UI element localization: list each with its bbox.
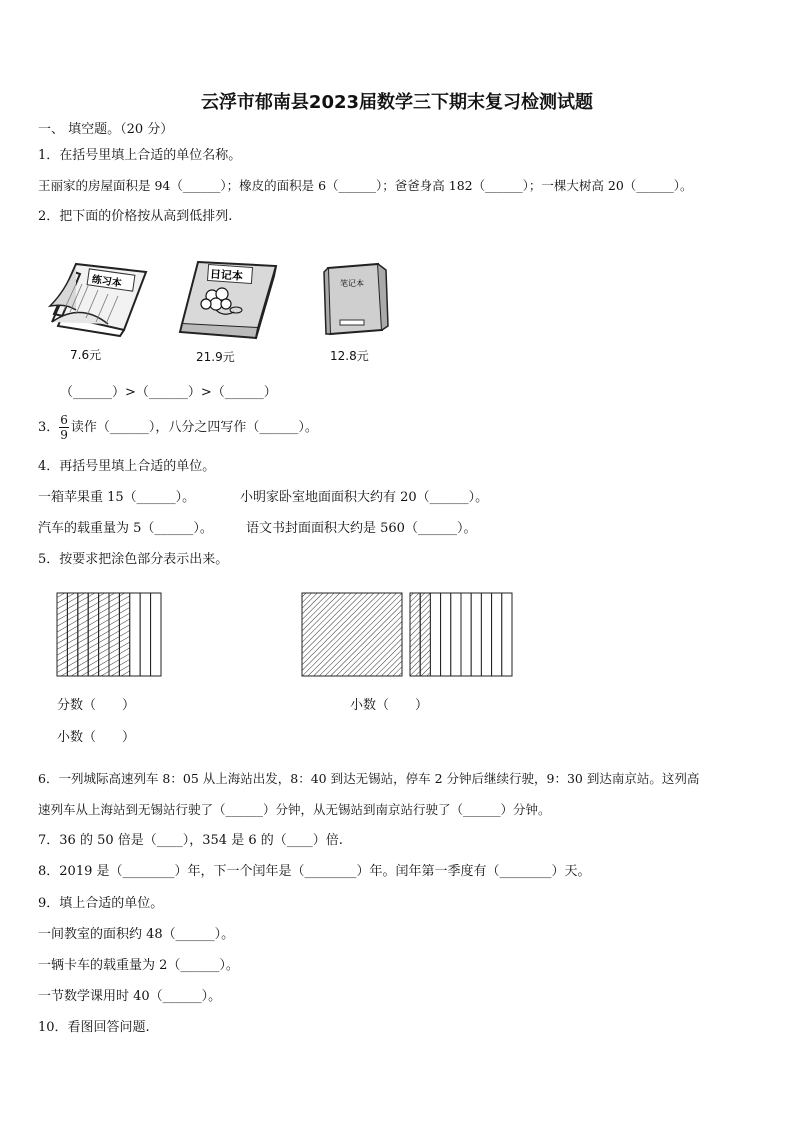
decimal-strip [420, 593, 430, 676]
exercise-book-icon [46, 254, 152, 340]
fraction-strip [130, 593, 140, 676]
diary-icon [176, 258, 280, 342]
question-3-number: 3． [38, 420, 60, 435]
decimal-strip [410, 593, 420, 676]
decimal-strip [430, 593, 440, 676]
full-shaded-square [302, 593, 402, 676]
question-3-text: 读作（______），八分之四写作（______）。 [70, 420, 318, 435]
question-1-line: 王丽家的房屋面积是 94（______）；橡皮的面积是 6（______）；爸爸身高 182（______）；一棵大树高 20（______）。 [38, 178, 693, 193]
fraction-strip [78, 593, 88, 676]
fraction-denominator: 9 [60, 428, 68, 442]
fraction-strip [109, 593, 119, 676]
fraction [59, 413, 69, 442]
exercise-book-label: 练习本 [91, 274, 123, 290]
fraction-strip [151, 593, 161, 676]
question-1-prompt: 1．在括号里填上合适的单位名称。 [38, 148, 242, 163]
price-notebook: 12.8元 [330, 349, 369, 363]
question-4-line-1a: 一箱苹果重 15（______）。 [38, 490, 196, 505]
fraction-answer-label: 分数（ ） [57, 698, 136, 713]
decimal-strip [441, 593, 451, 676]
question-4-line-1b: 小明家卧室地面面积大约有 20（______）。 [240, 490, 489, 505]
decimal-strip [502, 593, 512, 676]
question-7: 7．36 的 50 倍是（____），354 是 6 的（____）倍. [38, 833, 343, 848]
question-6-line-2: 速列车从上海站到无锡站行驶了（______）分钟，从无锡站到南京站行驶了（______）分钟。 [38, 802, 551, 817]
decimal-strip [451, 593, 461, 676]
decimal-strip [461, 593, 471, 676]
decimal-answer-label-1: 小数（ ） [57, 730, 136, 745]
fraction-strip [99, 593, 109, 676]
decimal-answer-label-2: 小数（ ） [350, 698, 429, 713]
decimal-strip [492, 593, 502, 676]
question-4-prompt: 4．再括号里填上合适的单位。 [38, 459, 216, 474]
question-6-line-1: 6．一列城际高速列车 8：05 从上海站出发，8：40 到达无锡站，停车 2 分钟后继续行驶，9：30 到达南京站。这列高 [38, 771, 700, 786]
question-4-line-2b: 语文书封面面积大约是 560（______）。 [246, 521, 477, 536]
question-9-prompt: 9．填上合适的单位。 [38, 896, 164, 911]
price-exercise-book: 7.6元 [70, 348, 102, 362]
fraction-strip [57, 593, 67, 676]
fraction-strip [88, 593, 98, 676]
question-8: 8．2019 是（________）年，下一个闰年是（________）年。闰年第一季度有（________）天。 [38, 864, 591, 879]
page-title: 云浮市郁南县2023届数学三下期末复习检测试题 [200, 92, 594, 113]
notebook-label: 笔记本 [340, 279, 364, 288]
notebook-icon [318, 262, 392, 338]
question-2-prompt: 2．把下面的价格按从高到低排列. [38, 209, 233, 224]
question-5-prompt: 5．按要求把涂色部分表示出来。 [38, 552, 229, 567]
question-9-line-3: 一节数学课用时 40（______）。 [38, 989, 222, 1004]
fraction-strip [140, 593, 150, 676]
fraction-numerator: 6 [60, 413, 68, 427]
question-9-line-2: 一辆卡车的载重量为 2（______）。 [38, 958, 239, 973]
figure-decimal-squares [301, 592, 515, 678]
decimal-strip [481, 593, 491, 676]
question-10-prompt: 10．看图回答问题. [38, 1020, 150, 1035]
fraction-strip [67, 593, 77, 676]
price-diary: 21.9元 [196, 350, 235, 364]
fraction-strip [119, 593, 129, 676]
diary-label: 日记本 [209, 267, 244, 283]
question-2-answer: （______）>（______）>（______） [60, 385, 277, 400]
question-3 [38, 412, 318, 444]
figure-fraction-strips [56, 592, 162, 678]
decimal-strip [471, 593, 481, 676]
section-heading: 一、 填空题。（20 分） [38, 122, 174, 137]
question-9-line-1: 一间教室的面积约 48（______）。 [38, 927, 235, 942]
question-4-line-2a: 汽车的载重量为 5（______）。 [38, 521, 213, 536]
